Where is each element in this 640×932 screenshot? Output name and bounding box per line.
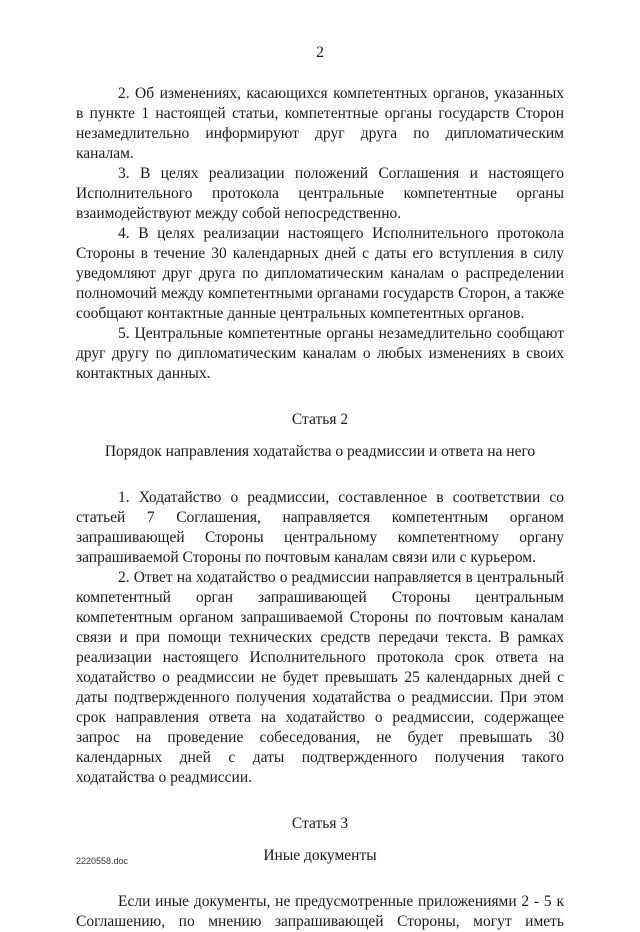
paragraph-article2-1: 1. Ходатайство о реадмиссии, составленное в соответствии со статьей 7 Соглашения, направляется компетентным органом запрашивающей Стороны центральному компетентному органу запрашиваемой Стороны по почтовым каналам связи или с курьером. bbox=[76, 489, 564, 566]
spacer bbox=[76, 788, 564, 814]
paragraph-top-5: 5. Центральные компетентные органы незамедлительно сообщают друг другу по дипломатическим каналам о любых изменениях в своих контактных данных. bbox=[76, 325, 564, 382]
article-3-title: Статья 3 bbox=[291, 815, 349, 832]
paragraph-top-4: 4. В целях реализации настоящего Исполнительного протокола Стороны в течение 30 календарных дней с даты его вступления в силу уведомляют друг друга по дипломатическим каналам о распределении полномочий между компетентными органами государств Сторон, а также сообщают контактные данные центральных компетентных органов. bbox=[76, 225, 564, 322]
spacer bbox=[76, 834, 564, 846]
article-2-title: Статья 2 bbox=[291, 411, 349, 428]
page-number: 2 bbox=[316, 44, 324, 61]
paragraph-article2-2: 2. Ответ на ходатайство о реадмиссии направляется в центральный компетентный орган запрашивающей Стороны центральным компетентным органом запрашиваемой Стороны по почтовым каналам связи и при помощи технических средств передачи текста. В рамках реализации настоящего Исполнительного протокола срок ответа на ходатайство о реадмиссии не будет превышать 25 календарных дней с даты подтвержденного получения ходатайства о реадмиссии. При этом срок направления ответа на ходатайство о реадмиссии, содержащее запрос на проведение собеседования, не будет превышать 30 календарных дней с даты подтвержденного получения такого ходатайства о реадмиссии. bbox=[76, 569, 564, 786]
spacer bbox=[76, 866, 564, 892]
paragraph-top-2: 2. Об изменениях, касающихся компетентных органов, указанных в пункте 1 настоящей статьи, компетентные органы государств Сторон незамедлительно информируют друг друга по дипломатическим каналам. bbox=[76, 85, 564, 162]
document-body bbox=[76, 84, 564, 932]
paragraph-top-3: 3. В целях реализации положений Соглашения и настоящего Исполнительного протокола центральные компетентные органы взаимодействуют между собой непосредственно. bbox=[76, 165, 564, 222]
file-name-footer: 2220558.doc bbox=[76, 856, 129, 866]
article-2-subtitle: Порядок направления ходатайства о реадмиссии и ответа на него bbox=[104, 443, 536, 460]
spacer bbox=[76, 384, 564, 410]
spacer bbox=[76, 462, 564, 488]
paragraph-article3-1: Если иные документы, не предусмотренные приложениями 2 - 5 к Соглашению, по мнению запрашивающей Стороны, могут иметь bbox=[76, 893, 564, 930]
article-3-subtitle: Иные документы bbox=[263, 847, 377, 864]
spacer bbox=[76, 430, 564, 442]
